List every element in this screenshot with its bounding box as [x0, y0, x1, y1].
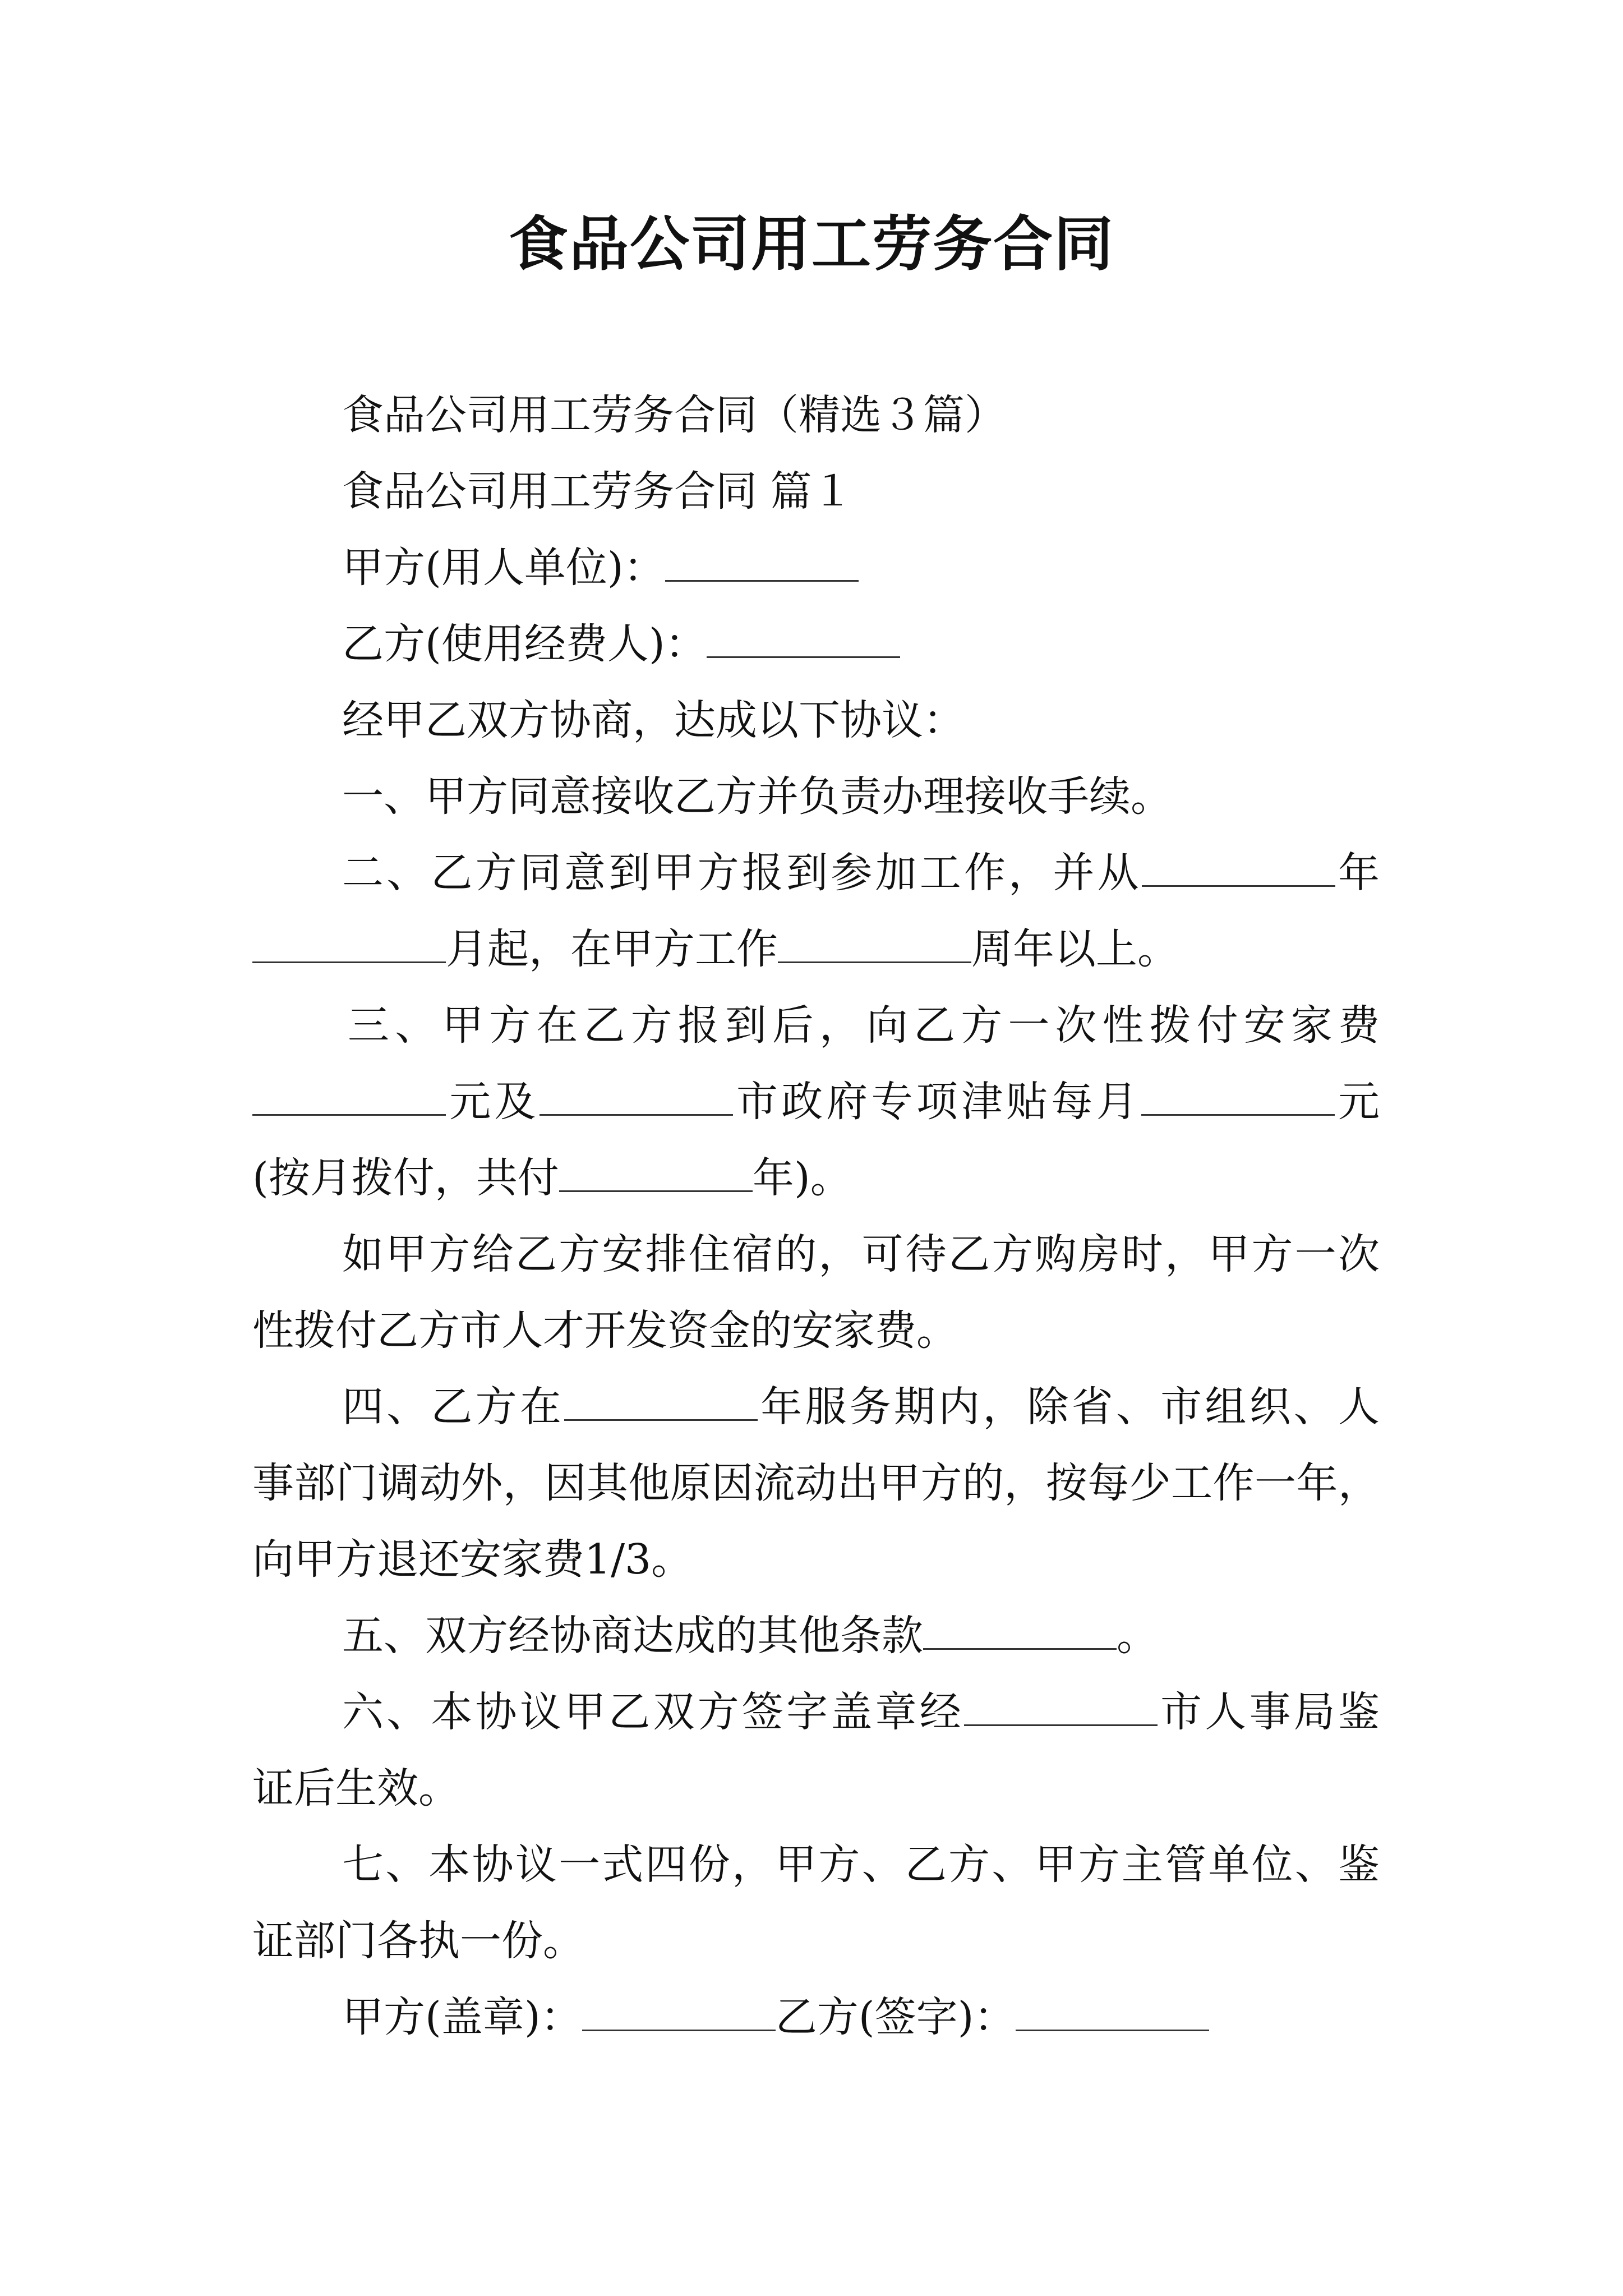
clause-4-line-2	[252, 1455, 1380, 1511]
text: 六、本协议甲乙双方签字盖章经	[342, 1688, 964, 1736]
blank-field	[1142, 848, 1335, 887]
text: 周年以上。	[971, 925, 1179, 973]
agreement-intro	[252, 692, 1380, 748]
clause-7-line-2	[252, 1913, 1380, 1969]
text: 乙方(使用经费人)：	[342, 620, 707, 668]
text: 元	[1334, 1078, 1380, 1126]
blank-field	[665, 543, 859, 582]
text: 月起，在甲方工作	[446, 925, 778, 973]
clause-1	[252, 769, 1380, 825]
text: 食品公司用工劳务合同 篇１	[342, 467, 854, 516]
blank-field	[707, 619, 900, 658]
text: 七、本协议一式四份，甲方、乙方、甲方主管单位、鉴	[342, 1841, 1380, 1889]
document-title: 食品公司用工劳务合同	[509, 209, 1114, 279]
text: 一、甲方同意接收乙方并负责办理接收手续。	[342, 772, 1172, 821]
signature-line	[252, 1989, 1380, 2045]
blank-field	[252, 1077, 446, 1116]
clause-3-line-2	[252, 1074, 1380, 1130]
blank-field	[564, 1382, 758, 1421]
text: 年	[1335, 849, 1380, 897]
text: 。	[1117, 1612, 1158, 1660]
blank-field	[778, 924, 971, 963]
text: 二、乙方同意到甲方报到参加工作，并从	[342, 849, 1142, 897]
text: 事部门调动外，因其他原因流动出甲方的，按每少工作一年，	[252, 1459, 1380, 1507]
text: 证后生效。	[252, 1764, 460, 1812]
clause-3-line-1	[252, 997, 1380, 1053]
clause-6-line-1	[252, 1684, 1380, 1740]
housing-line-2	[252, 1303, 1380, 1359]
text: 如甲方给乙方安排住宿的，可待乙方购房时，甲方一次	[342, 1230, 1380, 1278]
clause-2-line-1	[252, 845, 1380, 901]
text: (按月拨付，共付	[252, 1154, 559, 1202]
blank-field	[1141, 1077, 1335, 1116]
blank-field	[540, 1077, 733, 1116]
text: 五、双方经协商达成的其他条款	[342, 1612, 923, 1660]
blank-field	[559, 1153, 753, 1192]
text: 元及	[446, 1078, 540, 1126]
text: 三、甲方在乙方报到后，向乙方一次性拨付安家费	[348, 1001, 1380, 1050]
party-b-line	[252, 616, 1380, 672]
blank-field	[923, 1611, 1117, 1650]
blank-field	[1016, 1993, 1209, 2031]
blank-field	[582, 1993, 776, 2031]
text: 食品公司用工劳务合同（精选３篇）	[342, 391, 1006, 439]
clause-4-line-1	[252, 1379, 1380, 1435]
text: 市人事局鉴	[1157, 1688, 1380, 1736]
party-a-seal-label: 甲方(盖章)：	[342, 1993, 582, 2041]
blank-field	[252, 924, 446, 963]
clause-5	[252, 1608, 1380, 1664]
text: 甲方(用人单位)：	[342, 544, 665, 592]
text: 经甲乙双方协商，达成以下协议：	[342, 696, 965, 744]
text: 年服务期内，除省、市组织、人	[758, 1383, 1380, 1431]
text: 市政府专项津贴每月	[732, 1078, 1141, 1126]
text: 性拨付乙方市人才开发资金的安家费。	[252, 1306, 958, 1355]
party-a-line	[252, 540, 1380, 596]
subtitle-line	[252, 387, 1380, 443]
blank-field	[964, 1687, 1158, 1726]
section-heading	[252, 463, 1380, 519]
text: 向甲方退还安家费1/3。	[252, 1535, 693, 1584]
housing-line-1	[252, 1226, 1380, 1282]
text: 四、乙方在	[342, 1383, 565, 1431]
clause-2-line-2	[252, 921, 1380, 977]
clause-4-line-3	[252, 1531, 1380, 1588]
clause-3-line-3	[252, 1150, 1380, 1206]
text: 证部门各执一份。	[252, 1917, 584, 1965]
party-b-sign-label: 乙方(签字)：	[775, 1993, 1016, 2041]
clause-6-line-2	[252, 1760, 1380, 1816]
clause-7-line-1	[252, 1837, 1380, 1893]
text: 年)。	[752, 1154, 852, 1202]
